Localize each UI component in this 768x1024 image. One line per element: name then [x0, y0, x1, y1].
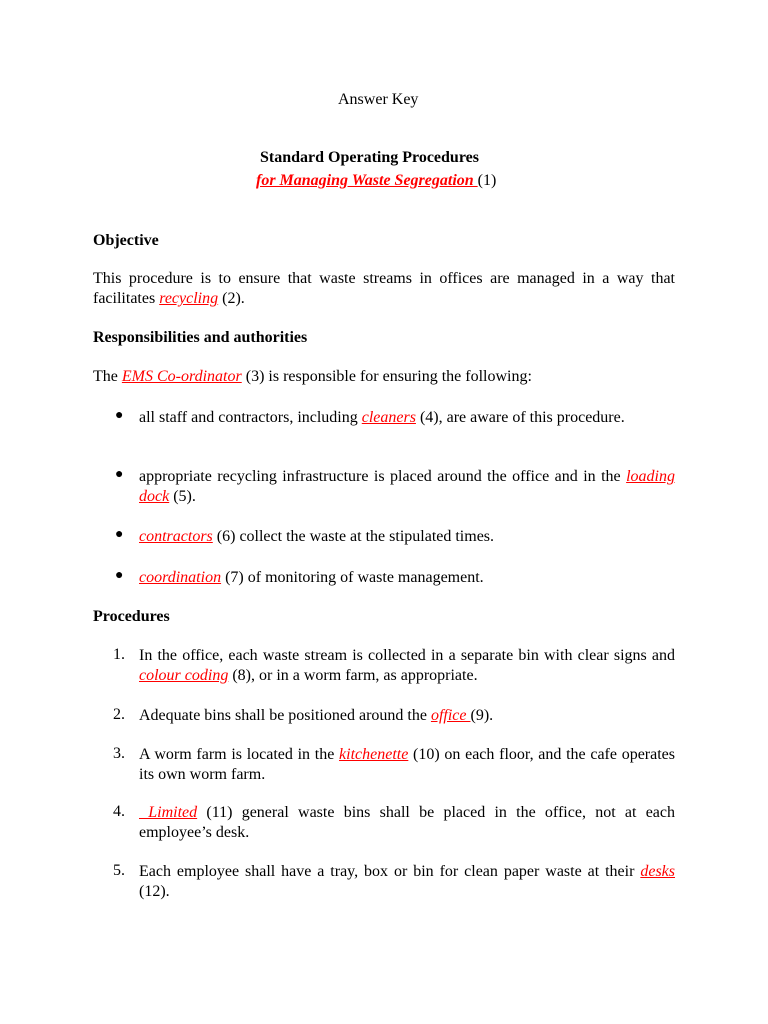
item-text: [139, 706, 675, 726]
bullet-text-a: all staff and contractors, including: [139, 409, 362, 426]
objective-text-end: (2).: [218, 290, 245, 307]
bullet-answer: loading dock: [139, 468, 675, 505]
bullet-answer: cleaners: [361, 409, 416, 426]
responsibilities-heading: Responsibilities and authorities: [93, 329, 308, 346]
intro-answer: EMS Co-ordinator: [121, 368, 242, 385]
item-number: 1.: [113, 646, 125, 663]
objective-paragraph: [93, 269, 675, 309]
item-text-b: (10) on each floor, and the cafe operates its own worm farm.: [139, 746, 676, 783]
bullet-text-b: (4), are aware of this procedure.: [415, 409, 625, 426]
objective-text: This procedure is to ensure that waste streams in offices are managed in a way that facilitates: [93, 270, 675, 307]
answer-key-label: Answer Key: [338, 91, 419, 108]
objective-answer: recycling: [159, 290, 219, 307]
bullet-text: [139, 568, 675, 588]
item-text: [139, 745, 675, 785]
bullet-answer: coordination: [139, 569, 222, 586]
item-number: 3.: [113, 745, 125, 762]
item-text-a: Adequate bins shall be positioned around the: [139, 707, 431, 724]
item-text-a: In the office, each waste stream is collected in a separate bin with clear signs and: [139, 647, 675, 664]
item-answer: office: [430, 707, 471, 724]
bullet-text-b: (5).: [169, 488, 196, 505]
bullet-icon: ●: [115, 408, 124, 423]
bullet-text-a: appropriate recycling infrastructure is placed around the office and in the: [139, 468, 627, 485]
responsibilities-intro: [93, 368, 532, 386]
bullet-text-b: (6) collect the waste at the stipulated times.: [212, 528, 495, 545]
bullet-text: [139, 527, 675, 547]
bullet-text: [139, 467, 675, 507]
intro-text: The: [93, 368, 122, 385]
bullet-text: [139, 408, 675, 428]
item-number: 4.: [113, 803, 125, 820]
item-number: 5.: [113, 862, 125, 879]
item-answer: Limited: [139, 804, 198, 821]
item-answer: kitchenette: [339, 746, 409, 763]
item-text: [139, 803, 675, 843]
item-text-b: (11) general waste bins shall be placed in the office, not at each employee’s desk.: [139, 804, 675, 841]
item-text-b: (9).: [470, 707, 494, 724]
objective-heading: Objective: [93, 232, 159, 249]
document-subtitle: [256, 172, 496, 190]
item-number: 2.: [113, 706, 125, 723]
bullet-text-b: (7) of monitoring of waste management.: [221, 569, 484, 586]
item-text: [139, 862, 675, 902]
subtitle-number: (1): [477, 172, 497, 189]
item-text-b: (8), or in a worm farm, as appropriate.: [228, 667, 478, 684]
item-text-a: A worm farm is located in the: [139, 746, 340, 763]
bullet-icon: ●: [115, 568, 124, 583]
item-answer: desks: [640, 863, 675, 880]
item-answer: colour coding: [139, 667, 229, 684]
item-text-b: (12).: [139, 883, 170, 900]
bullet-icon: ●: [115, 467, 124, 482]
procedures-heading: Procedures: [93, 608, 170, 625]
bullet-answer: contractors: [139, 528, 213, 545]
intro-text-end: (3) is responsible for ensuring the following:: [241, 368, 532, 385]
bullet-icon: ●: [115, 527, 124, 542]
item-text: [139, 646, 675, 686]
document-title: Standard Operating Procedures: [260, 149, 479, 166]
subtitle-answer: for Managing Waste Segregation: [256, 172, 478, 189]
item-text-a: Each employee shall have a tray, box or bin for clean paper waste at their: [139, 863, 641, 880]
